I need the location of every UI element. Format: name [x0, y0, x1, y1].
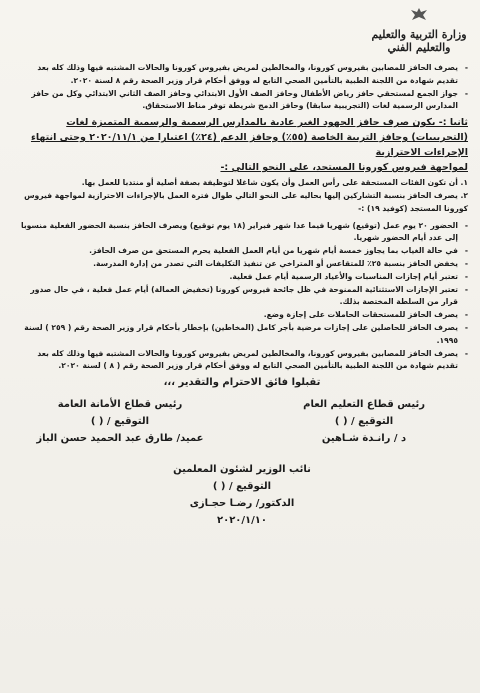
signer-title: نائب الوزير لشئون المعلمين — [173, 463, 311, 475]
section-2-subtitle: لمواجهة فيروس كورونا المستجد، على النحو التالي :- — [220, 162, 468, 174]
letterhead — [364, 6, 474, 54]
bullet-maternity: - يصرف الحافز للمستحقات الحاملات على إجازة وضع. — [16, 309, 468, 322]
bullet-absence: - في حالة الغياب بما يجاوز خمسة أيام شهريا من أيام العمل الفعلية يحرم المستحق من صرف الحافز. — [16, 245, 468, 258]
paragraph-combination: - جواز الجمع لمستحقي حافز رياض الأطفال وحافز الصف الأول الابتدائي وحافز الصف الثاني الابتدائي وكل من حافز المدارس الرسمية لغات (التجريبية سابقا) وحافز الدمج شريطة توفر مناط الاستحقاق. — [16, 88, 468, 114]
signer-name: عميد/ طارق عبد الحميد حسن الباز — [36, 432, 204, 444]
numbered-item-2: ٢. يصرف الحافز بنسبة التشاركين إليها بحاليه على النحو التالي طوال فترة العمل بالإجراءات الاحترازية لمواجهة فيروس كورونا المستجد (كوفيد ١٩) :- — [24, 190, 468, 213]
signature-general-secretariat — [16, 396, 224, 447]
signature-general-education — [260, 396, 468, 447]
signer-name: د / رانـدة شـاهين — [321, 432, 407, 444]
ministry-name-2: والتعليم الفني — [387, 41, 451, 54]
bullet-infected: - يصرف الحافز للمصابين بفيروس كورونا، والمخالطين لمريض بفيروس كورونا والحالات المشتبه فيها وذلك كله بعد تقديم شهادة من اللجنة الطبية بالتأمين الصحي التابع له ووفق أحكام قرار وزير الصحة رقم ( ٨ ) لسنة ٢٠٢٠. — [16, 348, 468, 374]
signature-label: التوقيع / ( ) — [212, 480, 272, 492]
ministry-name: وزارة التربية والتعليم — [371, 28, 467, 41]
signer-name: الدكتور/ رضـا حجـازى — [189, 497, 295, 509]
paragraph-infected-staff: - يصرف الحافز للمصابين بفيروس كورونا، والمخالطين لمريض بفيروس كورونا والحالات المشتبه فيها وذلك كله بعد تقديم شهادة من اللجنة الطبية بالتأمين الصحي التابع له ووفق أحكام قرار وزير الصحة رقم ٨ لسنة ٢٠٢٠. — [16, 62, 468, 88]
signer-title: رئيس قطاع التعليم العام — [303, 398, 425, 410]
closing-line: تقبلوا فائق الاحترام والتقدير ،،، — [163, 377, 321, 389]
signature-date: ٢٠٢٠/١/١٠ — [216, 514, 268, 526]
numbered-item-1: ١. أن تكون الفئات المستحقة على رأس العمل وأن يكون شاغلا لتوظيفة بصفة أصلية أو منتدبا للعمل بها. — [81, 178, 468, 188]
section-2-title: ثانيا :- يكون صرف حافز الجهود الغير عادية بالمدارس الرسمية والرسمية المتميزة لغات (التجريبيات) وحافز التربية الخاصة (٥٥٪) وحافز الدعم (٢٤٪) اعتبارا من ٢٠٢٠/١١/١ وحتى انتهاء الإجراءات الاحترازية — [30, 117, 468, 159]
signature-label: التوقيع / ( ) — [334, 415, 394, 427]
bullet-sick-leave: - يصرف الحافز للحاصلين على إجازات مرضية بأجر كامل (المخاطين) بإخطار بأحكام قرار وزير الصحة رقم ( ٢٥٩ ) لسنة ١٩٩٥. — [16, 322, 468, 348]
signer-title: رئيس قطاع الأمانة العامة — [57, 398, 183, 410]
bullet-attendance: - الحضور ٢٠ يوم عمل (توقيع) شهريا فيما عدا شهر فبراير (١٨ يوم توقيع) ويصرف الحافز بنسبة الحضور الفعلية منسوبا إلى عدد أيام الحضور شهريا. — [16, 220, 468, 246]
signature-row — [16, 396, 468, 447]
signature-label: التوقيع / ( ) — [90, 415, 150, 427]
bullet-holidays: - تعتبر أيام إجازات المناسبات والأعياد الرسمية أيام عمل فعلية. — [16, 271, 468, 284]
document-body — [16, 62, 468, 529]
bullet-reduction: - يخفض الحافز بنسبة ٢٥٪ للمتقاعس أو المتراخي عن تنفيذ التكليفات التي تصدر من إدارة المدرسة. — [16, 258, 468, 271]
signature-deputy-minister — [16, 461, 468, 529]
bullet-exceptional-leave: - تعتبر الإجازات الاستثنائية الممنوحة في ظل جائحة فيروس كورونا (تخفيض العمالة) أيام عمل فعلية ، في حال صدور قرار من السلطة المختصة بذلك. — [16, 284, 468, 310]
eagle-emblem-icon — [364, 6, 474, 28]
